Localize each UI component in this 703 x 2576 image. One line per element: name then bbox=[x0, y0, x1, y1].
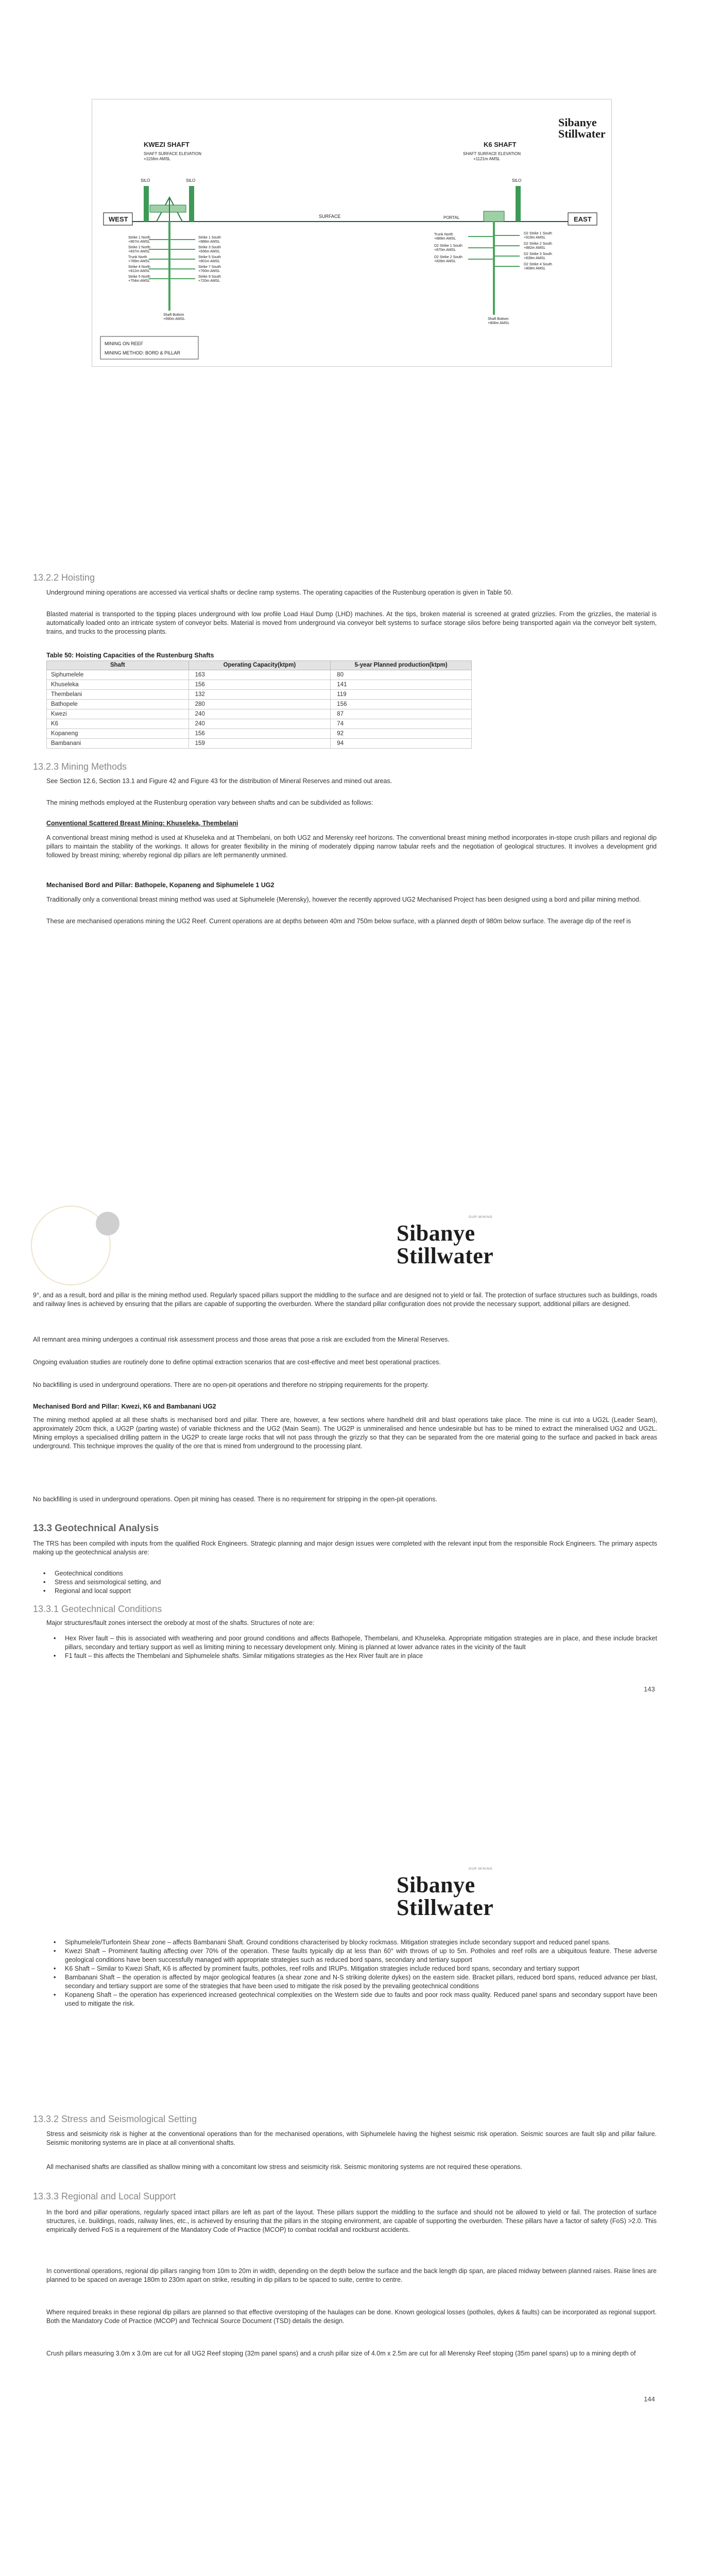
diagram-canvas bbox=[92, 99, 612, 367]
list-item: • Geotechnical conditions bbox=[41, 1569, 657, 1578]
table-cell-value: 92 bbox=[331, 729, 472, 739]
p144-para-2: All mechanised shafts are classified as shallow mining with a concomitant low stress and seismicity risk. Seismic monitoring systems are not required these operations. bbox=[46, 2163, 522, 2171]
heading-13-3: 13.3 Geotechnical Analysis bbox=[33, 1523, 159, 1534]
level-label: +808m AMSL bbox=[524, 267, 546, 270]
list-item: • Kwezi Shaft – Prominent faulting affecting over 70% of the operation. These faults typically dip at less than 60° with throws of up to 5m. Potholes and reef rolls are a ubiquitous feature. These adverse geological conditions have been successfully managed with appropriate strategies such as reduced bord spans, secondary and tertiary support bbox=[52, 1947, 657, 1964]
table-header-capacity: Operating Capacity(ktpm) bbox=[188, 661, 331, 670]
level-label: Strike 4 North bbox=[128, 265, 150, 269]
list-item: • F1 fault – this affects the Thembelani and Siphumelele shafts. Similar mitigations strategies as the Hex River fault are in place bbox=[52, 1652, 657, 1660]
table-cell-value: 156 bbox=[331, 700, 472, 709]
mining-methods-para-4: Traditionally only a conventional breast mining method was used at Siphumelele (Merensky), however the recently approved UG2 Mechanised Project has been designed using a bord and pillar mining method. bbox=[46, 896, 641, 903]
table-cell-value: 240 bbox=[188, 719, 331, 729]
level-label: D2 Strike 2 South bbox=[434, 256, 462, 259]
table-cell-value: 119 bbox=[331, 690, 472, 700]
table-row bbox=[47, 709, 472, 719]
mining-methods-para-5: These are mechanised operations mining the UG2 Reef. Current operations are at depths between 40m and 750m below surface, with a planned depth of 980m below surface. The average dip of the reef is bbox=[46, 918, 631, 925]
p143-para-4: No backfilling is used in underground operations. There are no open-pit operations and therefore no stripping requirements for the property. bbox=[33, 1381, 429, 1388]
table-row bbox=[47, 739, 472, 749]
table-cell-value: 159 bbox=[188, 739, 331, 749]
shaft-section-diagram bbox=[92, 99, 612, 367]
table-cell-value: 94 bbox=[331, 739, 472, 749]
level-label: Strike 3 South bbox=[198, 246, 221, 249]
level-label: D2 Strike 1 South bbox=[524, 232, 552, 235]
table-row bbox=[47, 719, 472, 729]
table-cell-value: 141 bbox=[331, 680, 472, 690]
heading-13-3-2: 13.3.2 Stress and Seismological Setting bbox=[33, 2114, 197, 2124]
level-label: +888m AMSL bbox=[198, 240, 220, 244]
level-label: Strike 1 South bbox=[198, 236, 221, 240]
p143-para-3: Ongoing evaluation studies are routinely done to define optimal extraction scenarios that are cost-effective and meet best operational practices. bbox=[33, 1359, 441, 1366]
level-label: +789m AMSL bbox=[128, 260, 150, 263]
kwezi-shaft-title: KWEZI SHAFT bbox=[144, 141, 190, 148]
kwezi-headgear bbox=[141, 178, 195, 222]
p143-para-2: All remnant area mining undergoes a continual risk assessment process and those areas that pose a risk are excluded from the Mineral Reserves. bbox=[33, 1336, 450, 1343]
logo-line-1: Sibanye bbox=[397, 1221, 475, 1246]
table-row bbox=[47, 670, 472, 680]
diagram-logo bbox=[558, 116, 606, 140]
logo-tag: OUR MINING bbox=[469, 1216, 493, 1219]
hoisting-para-2: Blasted material is transported to the tipping places underground with low profile Load Haul Dump (LHD) machines. At the tips, broken material is screened at grated grizzlies. From the grizzlies, the material is automatically loaded onto an intricate system of conveyor belts. Material is moved from underground via conveyor belt systems to surface storage silos before being transported again via the conveyor belt system, trains, and trucks to the processing plants. bbox=[46, 611, 657, 635]
level-label: Strike 1 North bbox=[128, 236, 150, 240]
logo-line-2: Stillwater bbox=[397, 1243, 494, 1268]
shaft-geology-list bbox=[52, 1938, 657, 2008]
east-label: EAST bbox=[574, 215, 592, 223]
svg-text:PORTAL: PORTAL bbox=[443, 215, 460, 220]
shaft-bottom-label: Shaft Bottom bbox=[488, 317, 509, 321]
svg-text:SILO: SILO bbox=[186, 178, 196, 183]
sibanye-logo-143 bbox=[397, 1213, 530, 1267]
level-label: +754m AMSL bbox=[128, 279, 150, 283]
level-label: +812m AMSL bbox=[128, 269, 150, 273]
level-label: D2 Strike 3 South bbox=[524, 252, 552, 256]
level-label: +837m AMSL bbox=[128, 250, 150, 253]
heading-13-3-3: 13.3.3 Regional and Local Support bbox=[33, 2191, 176, 2201]
list-item: • Stress and seismological setting, and bbox=[41, 1578, 657, 1587]
p144-para-4: In conventional operations, regional dip pillars ranging from 10m to 20m in width, depending on the depth below the surface and the back length dip span, are placed midway between planned raises. Raise lines are planned to be spaced on average 180m to 230m apart on strike, resulting in dip pillars to be spaced to suite, centre to centre. bbox=[46, 2267, 657, 2283]
level-label: +919m AMSL bbox=[524, 236, 546, 240]
p144-para-3: In the bord and pillar operations, regularly spaced intact pillars are left as part of the layout. These pillars support the middling to the surface and should not be allowed to yield or fail. The protection of surface structures, i.e. buildings, roads, railway lines, etc., is achieved by ensuring that the pillars in the stoping environment, are capable of supporting the overburden. These pillars have a factor of safety (FoS) >2.0. This empirically derived FoS is a requirement of the Mandatory Code of Practice (MCOP) to combat rockfall and rockburst accidents. bbox=[46, 2209, 657, 2233]
list-item: • Siphumelele/Turfontein Shear zone – affects Bambanani Shaft. Ground conditions characterised by blocky rockmass. Mitigation strategies include secondary support and reduced panel spans. bbox=[52, 1938, 657, 1947]
k6-shaft-elevation-value: +1121m AMSL bbox=[473, 157, 501, 161]
level-label: D2 Strike 1 South bbox=[434, 244, 462, 248]
level-label: +889m AMSL bbox=[434, 237, 456, 241]
level-label: Trunk North bbox=[434, 233, 453, 236]
sibanye-logo-144 bbox=[397, 1865, 530, 1919]
heading-13-2-2: 13.2.2 Hoisting bbox=[33, 572, 95, 583]
table-cell-value: 280 bbox=[188, 700, 331, 709]
table-cell-shaft: Kopaneng bbox=[47, 729, 189, 739]
p143-para-1: 9°, and as a result, bord and pillar is the mining method used. Regularly spaced pillars support the middling to the surface and are designed not to yield or fail. The protection of surface structures such as buildings, roads and railway lines is achieved by ensuring that the pillars are capable of supporting the overburden. Where the standard pillar configuration does not provide the necessary support, additional pillars are designed. bbox=[33, 1292, 657, 1308]
west-label: WEST bbox=[109, 215, 128, 223]
list-item: • K6 Shaft – Similar to Kwezi Shaft, K6 is affected by prominent faults, potholes, reef rolls and IRUPs. Mitigation strategies include reduced bord spans, secondary and tertiary support bbox=[52, 1964, 657, 1973]
table-cell-value: 163 bbox=[188, 670, 331, 680]
p143-sub: Mechanised Bord and Pillar: Kwezi, K6 and Bambanani UG2 bbox=[33, 1403, 216, 1410]
table-cell-value: 132 bbox=[188, 690, 331, 700]
mining-methods-para-3: A conventional breast mining method is used at Khuseleka and at Thembelani, on both UG2 and Merensky reef horizons. The conventional breast mining method incorporates in-stope crush pillars and regional dip pillars to maintain the stability of the workings. It allows for greater flexibility in the mining of moderately dipping narrow tabular reefs and the negotiation of geological structures. It involves a development grid followed by breast mining; whereby regional dip pillars are left permanently unmined. bbox=[46, 834, 657, 859]
level-label: Strike 7 South bbox=[198, 265, 221, 269]
table-cell-shaft: Thembelani bbox=[47, 690, 189, 700]
p144-para-5: Where required breaks in these regional dip pillars are planned so that effective overstoping of the haulages can be done. Known geological losses (potholes, dykes & faults) can be incorporated as regional support. Both the Mandatory Code of Practice (MCOP) and Technical Source Document (TSD) details the design. bbox=[46, 2309, 657, 2325]
table-row bbox=[47, 700, 472, 709]
level-label: D2 Strike 4 South bbox=[524, 263, 552, 266]
heading-13-3-1: 13.3.1 Geotechnical Conditions bbox=[33, 1604, 162, 1614]
table-cell-shaft: Bathopele bbox=[47, 700, 189, 709]
p143-para-6: No backfilling is used in underground operations. Open pit mining has ceased. There is no requirement for stripping in the open-pit operations. bbox=[33, 1496, 437, 1503]
k6-portal bbox=[443, 178, 521, 222]
list-item: • Hex River fault – this is associated with weathering and poor ground conditions and affects Bathopele, Thembelani, and Khuseleka. Appropriate mitigation strategies are in place, and these include bracket pillars, secondary and tertiary support as well as limiting mining to necessary development only. Mining is planned at lower advance rates in the vicinity of the fault bbox=[52, 1634, 657, 1652]
table-cell-shaft: Siphumelele bbox=[47, 670, 189, 680]
geotech-aspects-list bbox=[41, 1569, 657, 1596]
svg-text:Stillwater: Stillwater bbox=[558, 127, 606, 140]
legend-line-1: MINING ON REEF bbox=[105, 341, 144, 346]
hoisting-para-1: Underground mining operations are accessed via vertical shafts or decline ramp systems. The operating capacities of the Rustenburg operation is given in Table 50. bbox=[46, 589, 513, 596]
level-label: +836m AMSL bbox=[198, 250, 220, 253]
level-label: Strike 5 South bbox=[198, 256, 221, 259]
level-label: Strike 2 North bbox=[128, 246, 150, 249]
mining-methods-para-2: The mining methods employed at the Rustenburg operation vary between shafts and can be subdivided as follows: bbox=[46, 799, 373, 806]
shaft-bottom-label: +806m AMSL bbox=[488, 321, 510, 325]
list-item: • Bambanani Shaft – the operation is affected by major geological features (a shear zone and N-S striking dolerite dykes) on the eastern side. Bracket pillars, reduced bord spans, reduced advance per blast, secondary and tertiary support are some of the strategies that have been used to mitigate the risk posed by the prevailing geotechnical conditions bbox=[52, 1973, 657, 1991]
table-row bbox=[47, 729, 472, 739]
hoisting-table bbox=[46, 660, 472, 749]
level-label: Strike 9 South bbox=[198, 275, 221, 279]
surface-label: SURFACE bbox=[319, 214, 341, 219]
p144-para-6: Crush pillars measuring 3.0m x 3.0m are cut for all UG2 Reef stoping (32m panel spans) and a crush pillar size of 4.0m x 2.5m are cut for all Merensky Reef stoping (35m panel spans) up to a mining depth of bbox=[46, 2350, 636, 2357]
level-label: +801m AMSL bbox=[198, 260, 220, 263]
logo-tag: OUR MINING bbox=[469, 1868, 493, 1871]
table-cell-shaft: Kwezi bbox=[47, 709, 189, 719]
logo-line-1: Sibanye bbox=[397, 1872, 475, 1897]
fault-list bbox=[52, 1634, 657, 1660]
table-cell-value: 240 bbox=[188, 709, 331, 719]
table-row bbox=[47, 690, 472, 700]
table-header-shaft: Shaft bbox=[47, 661, 189, 670]
table-cell-value: 87 bbox=[331, 709, 472, 719]
page-number-144: 144 bbox=[644, 2395, 655, 2403]
heading-13-2-3: 13.2.3 Mining Methods bbox=[33, 761, 127, 772]
svg-text:SILO: SILO bbox=[141, 178, 150, 183]
table-cell-value: 74 bbox=[331, 719, 472, 729]
level-label: Strike 5 North bbox=[128, 275, 150, 279]
level-label: +720m AMSL bbox=[198, 279, 220, 283]
table-cell-shaft: Khuseleka bbox=[47, 680, 189, 690]
level-label: Trunk North bbox=[128, 256, 147, 259]
table-cell-value: 156 bbox=[188, 680, 331, 690]
table-cell-shaft: K6 bbox=[47, 719, 189, 729]
sub-conventional: Conventional Scattered Breast Mining: Khuseleka, Thembelani bbox=[46, 820, 238, 827]
level-label: +882m AMSL bbox=[524, 246, 546, 250]
k6-shaft-title: K6 SHAFT bbox=[484, 141, 517, 148]
svg-text:Sibanye: Sibanye bbox=[558, 116, 597, 129]
level-label: +760m AMSL bbox=[198, 269, 220, 273]
logo-line-2: Stillwater bbox=[397, 1895, 494, 1920]
mining-methods-para-1: See Section 12.6, Section 13.1 and Figure 42 and Figure 43 for the distribution of Mineral Reserves and mined out areas. bbox=[46, 777, 392, 785]
table-cell-shaft: Bambanani bbox=[47, 739, 189, 749]
level-label: +870m AMSL bbox=[434, 248, 456, 252]
p143-para-5: The mining method applied at all these shafts is mechanised bord and pillar. There are, however, a few sections where handheld drill and blast operations take place. The mine is cut into a UG2L (Leader Seam), approximately 20cm thick, a UG2P (parting waste) of variable thickness and the UG2 (Main Seam). The UG2P is unmineralised and hence undesirable but has to be mined to extract the mineralised UG2 and UG2L. Mining employs a specialised drilling pattern in the UG2P to create large rocks that will not pass through the grizzly so that they can be separated from the ore material going to the surface and packed in back areas underground. This technique improves the quality of the ore that is mined from underground to the processing plant. bbox=[33, 1416, 657, 1450]
svg-text:SILO: SILO bbox=[512, 178, 522, 183]
list-item: • Kopaneng Shaft – the operation has experienced increased geotechnical complexities on the Western side due to faults and poor rock mass quality. Reduced panel spans and secondary support have been used to mitigate the risk. bbox=[52, 1991, 657, 2008]
table-50-caption: Table 50: Hoisting Capacities of the Rustenburg Shafts bbox=[46, 652, 214, 659]
level-label: +828m AMSL bbox=[434, 260, 456, 263]
shaft-bottom-label: +690m AMSL bbox=[163, 317, 185, 321]
p144-para-1: Stress and seismicity risk is higher at the conventional operations than for the mechanised operations, with Siphumelele having the highest seismic risk operation. Seismic sources are fault slip and pillar failure. Seismic monitoring systems are in place at all conventional shafts. bbox=[46, 2130, 657, 2146]
kwezi-shaft-elevation-value: +1156m AMSL bbox=[144, 157, 171, 161]
k6-shaft-elevation: SHAFT SURFACE ELEVATION bbox=[463, 151, 521, 156]
level-label: +867m AMSL bbox=[128, 240, 150, 244]
sub-mechanised-1: Mechanised Bord and Pillar: Bathopele, Kopaneng and Siphumelele 1 UG2 bbox=[46, 882, 275, 889]
page-number-143: 143 bbox=[644, 1685, 655, 1693]
table-header-planned: 5-year Planned production(ktpm) bbox=[331, 661, 472, 670]
kwezi-shaft-elevation: SHAFT SURFACE ELEVATION bbox=[144, 151, 202, 156]
table-cell-value: 156 bbox=[188, 729, 331, 739]
list-item: • Regional and local support bbox=[41, 1587, 657, 1596]
p143-para-8: Major structures/fault zones intersect the orebody at most of the shafts. Structures of note are: bbox=[46, 1619, 315, 1626]
table-cell-value: 80 bbox=[331, 670, 472, 680]
circle-decoration-143-grey bbox=[96, 1212, 119, 1235]
legend-box bbox=[100, 336, 198, 359]
table-row bbox=[47, 680, 472, 690]
level-label: +839m AMSL bbox=[524, 257, 546, 260]
shaft-bottom-label: Shaft Bottom bbox=[163, 313, 184, 317]
level-label: D2 Strike 2 South bbox=[524, 242, 552, 246]
p143-para-7: The TRS has been compiled with inputs from the qualified Rock Engineers. Strategic planning and major design issues were completed with the relevant input from the responsible Rock Engineers. The primary aspects making up the geotechnical analysis are: bbox=[33, 1540, 657, 1556]
legend-line-2: MINING METHOD: BORD & PILLAR bbox=[105, 350, 181, 355]
